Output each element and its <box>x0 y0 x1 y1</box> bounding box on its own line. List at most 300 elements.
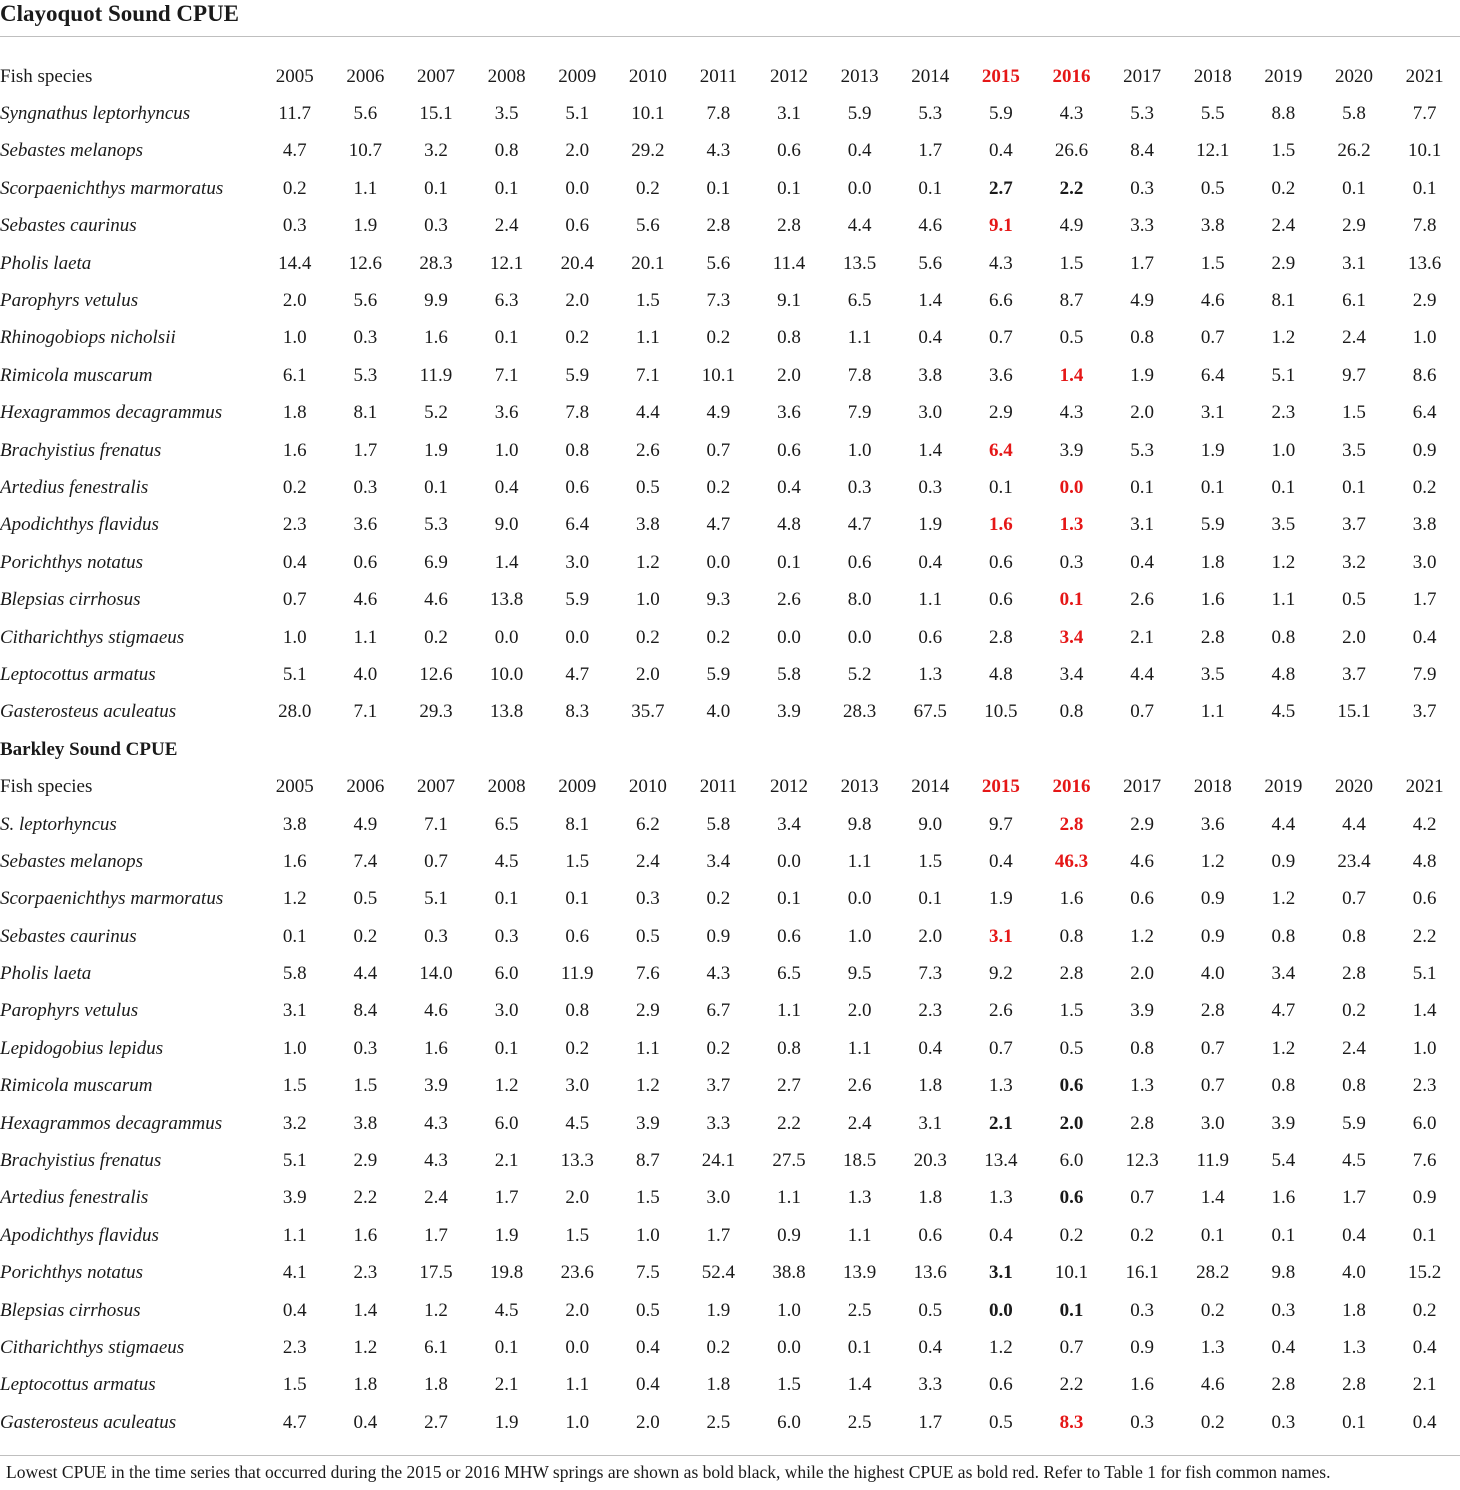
cpue-value: 7.3 <box>918 963 943 985</box>
cpue-value: 0.8 <box>1130 327 1155 349</box>
cpue-value: 0.3 <box>424 925 448 947</box>
cpue-value: 0.4 <box>635 1336 660 1358</box>
cpue-value: 2.1 <box>989 1112 1013 1134</box>
species-name: Porichthys notatus <box>0 551 144 573</box>
cpue-value: 0.6 <box>989 551 1013 573</box>
cpue-value: 1.2 <box>635 1075 660 1097</box>
cpue-value: 2.2 <box>1059 177 1084 199</box>
cpue-value: 2.8 <box>1271 1374 1296 1396</box>
cpue-value: 5.9 <box>989 103 1013 125</box>
cpue-value: 3.8 <box>1412 514 1437 536</box>
cpue-value: 0.0 <box>989 1299 1013 1321</box>
cpue-value: 4.7 <box>282 1411 307 1433</box>
cpue-value: 9.0 <box>494 514 519 536</box>
cpue-value: 3.6 <box>989 364 1013 386</box>
cpue-value: 1.2 <box>1271 327 1296 349</box>
cpue-value: 3.1 <box>777 103 801 125</box>
table-row <box>0 469 1460 506</box>
cpue-value: 2.4 <box>847 1112 872 1134</box>
cpue-value: 0.0 <box>777 1336 801 1358</box>
cpue-value: 15.1 <box>419 103 453 125</box>
cpue-value: 1.9 <box>353 215 378 237</box>
header-year: 2010 <box>628 65 667 87</box>
cpue-value: 0.8 <box>494 140 519 162</box>
header-year: 2015 <box>981 776 1020 798</box>
cpue-value: 4.6 <box>918 215 943 237</box>
cpue-value: 1.3 <box>847 1187 872 1209</box>
header-year: 2019 <box>1264 65 1303 87</box>
cpue-value: 4.0 <box>1342 1262 1366 1284</box>
cpue-value: 0.2 <box>353 925 378 947</box>
cpue-value: 4.3 <box>989 252 1013 274</box>
cpue-value: 0.1 <box>1342 476 1366 498</box>
cpue-value: 0.5 <box>1059 1037 1084 1059</box>
cpue-value: 3.1 <box>989 925 1013 947</box>
bottom-divider <box>0 1455 1460 1456</box>
cpue-value: 7.1 <box>353 701 378 723</box>
table-row <box>0 282 1460 319</box>
cpue-value: 0.1 <box>494 177 519 199</box>
cpue-value: 2.8 <box>1200 1000 1225 1022</box>
cpue-value: 0.8 <box>1271 925 1296 947</box>
cpue-value: 3.6 <box>353 514 378 536</box>
cpue-value: 4.3 <box>706 140 731 162</box>
cpue-value: 4.4 <box>1271 813 1296 835</box>
cpue-value: 5.3 <box>1130 439 1155 461</box>
cpue-value: 4.8 <box>1412 850 1437 872</box>
cpue-value: 5.8 <box>1342 103 1366 125</box>
cpue-value: 2.1 <box>1412 1374 1437 1396</box>
cpue-value: 9.7 <box>1342 364 1366 386</box>
cpue-value: 0.4 <box>1130 551 1155 573</box>
header-year: 2014 <box>911 776 950 798</box>
cpue-value: 14.0 <box>419 963 453 985</box>
cpue-value: 0.9 <box>1412 1187 1437 1209</box>
cpue-value: 0.1 <box>1200 1224 1225 1246</box>
cpue-value: 13.3 <box>560 1150 594 1172</box>
cpue-value: 0.2 <box>565 327 590 349</box>
cpue-value: 4.5 <box>494 850 519 872</box>
cpue-value: 0.6 <box>565 925 590 947</box>
cpue-value: 19.8 <box>489 1262 524 1284</box>
cpue-value: 1.5 <box>1271 140 1296 162</box>
cpue-value: 7.1 <box>494 364 519 386</box>
cpue-value: 8.1 <box>565 813 590 835</box>
cpue-value: 2.7 <box>424 1411 448 1433</box>
cpue-value: 1.1 <box>1200 701 1225 723</box>
cpue-value: 4.9 <box>353 813 378 835</box>
cpue-value: 13.4 <box>984 1150 1018 1172</box>
cpue-value: 2.0 <box>1342 626 1366 648</box>
cpue-value: 9.9 <box>424 290 448 312</box>
cpue-value: 5.9 <box>847 103 872 125</box>
cpue-value: 7.6 <box>635 963 660 985</box>
cpue-value: 2.3 <box>282 514 307 536</box>
cpue-value: 4.0 <box>706 701 731 723</box>
cpue-value: 0.1 <box>1412 177 1437 199</box>
cpue-value: 1.6 <box>282 439 307 461</box>
cpue-value: 2.4 <box>635 850 660 872</box>
cpue-value: 0.0 <box>777 626 801 648</box>
table-row <box>0 395 1460 432</box>
cpue-value: 0.3 <box>1059 551 1084 573</box>
cpue-value: 0.2 <box>424 626 448 648</box>
cpue-value: 1.1 <box>918 589 943 611</box>
cpue-value: 0.6 <box>777 439 801 461</box>
cpue-value: 28.3 <box>419 252 453 274</box>
cpue-value: 0.2 <box>1412 1299 1437 1321</box>
header-year: 2009 <box>558 776 597 798</box>
cpue-value: 3.7 <box>1412 701 1437 723</box>
cpue-value: 6.5 <box>777 963 801 985</box>
cpue-value: 2.9 <box>989 402 1013 424</box>
header-year: 2011 <box>699 776 738 798</box>
cpue-value: 3.1 <box>1130 514 1155 536</box>
table-row <box>0 320 1460 357</box>
table-row <box>0 1030 1460 1067</box>
cpue-value: 12.1 <box>489 252 524 274</box>
cpue-value: 1.8 <box>706 1374 731 1396</box>
header-year: 2019 <box>1264 776 1303 798</box>
cpue-value: 2.8 <box>1059 963 1084 985</box>
cpue-value: 2.0 <box>565 140 590 162</box>
cpue-value: 1.3 <box>1059 514 1084 536</box>
cpue-value: 0.5 <box>918 1299 943 1321</box>
cpue-value: 1.0 <box>635 1224 660 1246</box>
species-name: Artedius fenestralis <box>0 1187 149 1209</box>
table-row <box>0 993 1460 1030</box>
cpue-value: 0.6 <box>353 551 378 573</box>
cpue-value: 4.1 <box>282 1262 307 1284</box>
cpue-value: 0.2 <box>1130 1224 1155 1246</box>
cpue-value: 1.6 <box>424 1037 448 1059</box>
cpue-value: 4.3 <box>424 1150 448 1172</box>
species-name: Sebastes caurinus <box>0 215 137 237</box>
cpue-value: 1.6 <box>353 1224 378 1246</box>
cpue-value: 12.6 <box>419 663 453 685</box>
cpue-value: 5.3 <box>918 103 943 125</box>
cpue-value: 3.0 <box>565 1075 590 1097</box>
cpue-value: 5.8 <box>777 663 801 685</box>
cpue-value: 0.6 <box>565 215 590 237</box>
cpue-value: 0.1 <box>1271 476 1296 498</box>
cpue-value: 1.8 <box>424 1374 448 1396</box>
cpue-value: 3.7 <box>706 1075 731 1097</box>
cpue-value: 6.1 <box>424 1336 448 1358</box>
cpue-value: 0.1 <box>1271 1224 1296 1246</box>
cpue-value: 2.2 <box>777 1112 801 1134</box>
cpue-value: 1.0 <box>847 925 872 947</box>
cpue-value: 28.3 <box>843 701 877 723</box>
cpue-value: 4.3 <box>706 963 731 985</box>
cpue-value: 1.9 <box>494 1411 519 1433</box>
cpue-value: 9.1 <box>777 290 801 312</box>
table-row <box>0 955 1460 992</box>
cpue-value: 2.7 <box>777 1075 801 1097</box>
section-title-row <box>0 731 1460 768</box>
cpue-value: 0.0 <box>494 626 519 648</box>
cpue-value: 1.3 <box>918 663 943 685</box>
cpue-value: 0.7 <box>1200 1037 1225 1059</box>
cpue-value: 2.0 <box>282 290 307 312</box>
cpue-value: 0.2 <box>282 177 307 199</box>
species-name: Porichthys notatus <box>0 1262 144 1284</box>
cpue-value: 0.6 <box>989 589 1013 611</box>
cpue-value: 1.2 <box>1271 551 1296 573</box>
cpue-value: 1.3 <box>1342 1336 1366 1358</box>
species-name: Artedius fenestralis <box>0 476 149 498</box>
cpue-value: 1.6 <box>424 327 448 349</box>
cpue-value: 0.1 <box>424 177 448 199</box>
cpue-value: 2.6 <box>1130 589 1155 611</box>
species-name: Rimicola muscarum <box>0 1075 153 1097</box>
cpue-value: 4.4 <box>353 963 378 985</box>
cpue-value: 9.3 <box>706 589 731 611</box>
cpue-value: 0.2 <box>282 476 307 498</box>
cpue-value: 3.3 <box>706 1112 731 1134</box>
cpue-value: 6.4 <box>565 514 590 536</box>
cpue-value: 1.2 <box>282 888 307 910</box>
cpue-value: 4.5 <box>565 1112 590 1134</box>
cpue-value: 1.9 <box>989 888 1013 910</box>
cpue-value: 6.0 <box>494 1112 519 1134</box>
cpue-value: 2.9 <box>1271 252 1296 274</box>
cpue-value: 0.1 <box>1342 177 1366 199</box>
cpue-value: 0.5 <box>1200 177 1225 199</box>
cpue-value: 8.7 <box>635 1150 660 1172</box>
cpue-value: 2.9 <box>1412 290 1437 312</box>
cpue-value: 28.2 <box>1196 1262 1230 1284</box>
cpue-value: 1.1 <box>353 626 378 648</box>
cpue-value: 0.3 <box>1271 1411 1296 1433</box>
cpue-value: 2.3 <box>282 1336 307 1358</box>
cpue-value: 26.6 <box>1054 140 1089 162</box>
cpue-value: 0.6 <box>1412 888 1437 910</box>
cpue-value: 0.2 <box>565 1037 590 1059</box>
cpue-value: 3.1 <box>989 1262 1013 1284</box>
header-year: 2006 <box>346 776 385 798</box>
species-name: Leptocottus armatus <box>0 1374 156 1396</box>
cpue-value: 1.2 <box>424 1299 448 1321</box>
cpue-value: 6.4 <box>1200 364 1225 386</box>
cpue-value: 7.1 <box>635 364 660 386</box>
cpue-value: 4.8 <box>777 514 801 536</box>
cpue-value: 4.7 <box>706 514 731 536</box>
cpue-value: 6.3 <box>494 290 519 312</box>
cpue-value: 2.8 <box>1130 1112 1155 1134</box>
cpue-value: 3.3 <box>1130 215 1155 237</box>
cpue-value: 0.1 <box>424 476 448 498</box>
cpue-value: 5.1 <box>1412 963 1437 985</box>
cpue-value: 1.0 <box>847 439 872 461</box>
cpue-value: 1.1 <box>847 1224 872 1246</box>
cpue-value: 20.3 <box>913 1150 947 1172</box>
cpue-value: 6.5 <box>494 813 519 835</box>
cpue-value: 0.8 <box>1342 925 1366 947</box>
cpue-value: 0.2 <box>706 888 731 910</box>
cpue-value: 2.3 <box>1412 1075 1437 1097</box>
table-row <box>0 656 1460 693</box>
cpue-value: 0.7 <box>989 327 1013 349</box>
cpue-value: 1.6 <box>1059 888 1084 910</box>
cpue-value: 3.8 <box>282 813 307 835</box>
cpue-value: 1.1 <box>847 1037 872 1059</box>
cpue-value: 1.0 <box>1412 1037 1437 1059</box>
cpue-value: 1.5 <box>918 850 943 872</box>
cpue-value: 35.7 <box>631 701 665 723</box>
header-year: 2017 <box>1123 65 1162 87</box>
cpue-value: 0.3 <box>424 215 448 237</box>
cpue-value: 10.1 <box>701 364 736 386</box>
cpue-value: 0.4 <box>1412 626 1437 648</box>
cpue-value: 0.1 <box>494 1037 519 1059</box>
cpue-value: 5.1 <box>282 1150 307 1172</box>
species-name: Blepsias cirrhosus <box>0 1299 141 1321</box>
cpue-value: 29.2 <box>631 140 665 162</box>
cpue-value: 0.5 <box>635 925 660 947</box>
cpue-value: 0.1 <box>777 177 801 199</box>
cpue-value: 12.6 <box>348 252 382 274</box>
cpue-value: 2.9 <box>1130 813 1155 835</box>
cpue-value: 6.1 <box>282 364 307 386</box>
header-year: 2008 <box>487 65 526 87</box>
species-name: Gasterosteus aculeatus <box>0 701 177 723</box>
cpue-value: 0.4 <box>989 1224 1013 1246</box>
cpue-value: 16.1 <box>1125 1262 1159 1284</box>
cpue-value: 23.4 <box>1337 850 1371 872</box>
cpue-value: 2.0 <box>565 290 590 312</box>
cpue-value: 0.9 <box>1271 850 1296 872</box>
cpue-value: 0.1 <box>847 1336 872 1358</box>
cpue-value: 1.5 <box>1342 402 1366 424</box>
cpue-value: 67.5 <box>913 701 947 723</box>
cpue-value: 3.6 <box>1200 813 1225 835</box>
table-row <box>0 1367 1460 1404</box>
cpue-value: 3.4 <box>777 813 801 835</box>
cpue-value: 1.0 <box>282 626 307 648</box>
cpue-value: 2.0 <box>635 1411 660 1433</box>
cpue-value: 1.8 <box>282 402 307 424</box>
cpue-value: 2.8 <box>1200 626 1225 648</box>
cpue-value: 6.0 <box>1412 1112 1437 1134</box>
cpue-value: 10.0 <box>489 663 524 685</box>
cpue-value: 14.4 <box>278 252 312 274</box>
cpue-value: 2.3 <box>1271 402 1296 424</box>
cpue-value: 0.8 <box>565 439 590 461</box>
cpue-value: 0.4 <box>494 476 519 498</box>
cpue-value: 5.6 <box>706 252 731 274</box>
header-year: 2005 <box>275 776 314 798</box>
cpue-value: 1.0 <box>777 1299 801 1321</box>
cpue-value: 5.8 <box>282 963 307 985</box>
cpue-value: 0.8 <box>1130 1037 1155 1059</box>
cpue-value: 2.4 <box>1342 327 1366 349</box>
cpue-value: 5.9 <box>706 663 731 685</box>
cpue-value: 3.5 <box>1271 514 1296 536</box>
cpue-value: 3.1 <box>918 1112 943 1134</box>
cpue-value: 5.8 <box>706 813 731 835</box>
cpue-value: 3.6 <box>777 402 801 424</box>
cpue-value: 1.8 <box>918 1075 943 1097</box>
cpue-value: 0.4 <box>847 140 872 162</box>
cpue-value: 0.7 <box>282 589 307 611</box>
cpue-value: 3.5 <box>1200 663 1225 685</box>
cpue-value: 1.5 <box>1059 1000 1084 1022</box>
cpue-value: 2.0 <box>565 1299 590 1321</box>
cpue-value: 1.6 <box>1200 589 1225 611</box>
cpue-value: 2.8 <box>1059 813 1084 835</box>
cpue-value: 1.3 <box>989 1187 1013 1209</box>
cpue-value: 4.6 <box>353 589 378 611</box>
cpue-value: 13.8 <box>489 589 524 611</box>
cpue-value: 2.9 <box>353 1150 378 1172</box>
cpue-value: 0.7 <box>424 850 448 872</box>
cpue-value: 3.9 <box>1130 1000 1155 1022</box>
table-row <box>0 1404 1460 1441</box>
cpue-value: 2.0 <box>1130 963 1155 985</box>
cpue-value: 0.1 <box>565 888 590 910</box>
cpue-value: 1.1 <box>777 1000 801 1022</box>
cpue-value: 3.0 <box>1412 551 1437 573</box>
cpue-value: 0.1 <box>1200 476 1225 498</box>
cpue-value: 0.4 <box>1412 1411 1437 1433</box>
cpue-value: 11.9 <box>419 364 453 386</box>
cpue-value: 13.5 <box>843 252 877 274</box>
cpue-value: 6.0 <box>494 963 519 985</box>
cpue-value: 4.4 <box>635 402 660 424</box>
cpue-value: 0.3 <box>847 476 872 498</box>
species-name: Lepidogobius lepidus <box>0 1037 164 1059</box>
cpue-value: 3.4 <box>1271 963 1296 985</box>
cpue-value: 8.1 <box>1271 290 1296 312</box>
header-year: 2005 <box>275 65 314 87</box>
cpue-value: 9.1 <box>989 215 1013 237</box>
cpue-value: 4.8 <box>989 663 1013 685</box>
cpue-value: 2.1 <box>1130 626 1155 648</box>
cpue-value: 4.4 <box>1342 813 1366 835</box>
cpue-value: 0.9 <box>1412 439 1437 461</box>
cpue-value: 1.2 <box>353 1336 378 1358</box>
cpue-value: 2.6 <box>847 1075 872 1097</box>
cpue-value: 4.3 <box>1059 103 1084 125</box>
cpue-value: 3.0 <box>706 1187 731 1209</box>
cpue-value: 3.0 <box>918 402 943 424</box>
header-year: 2012 <box>770 776 809 798</box>
cpue-value: 0.8 <box>777 327 801 349</box>
cpue-value: 0.1 <box>918 888 943 910</box>
cpue-value: 0.1 <box>777 551 801 573</box>
cpue-value: 1.9 <box>494 1224 519 1246</box>
cpue-value: 10.7 <box>348 140 382 162</box>
cpue-value: 12.1 <box>1196 140 1230 162</box>
cpue-value: 4.6 <box>1200 1374 1225 1396</box>
cpue-value: 1.9 <box>706 1299 731 1321</box>
cpue-value: 0.6 <box>1130 888 1155 910</box>
cpue-value: 1.5 <box>777 1374 801 1396</box>
cpue-value: 7.1 <box>424 813 448 835</box>
cpue-value: 4.4 <box>847 215 872 237</box>
cpue-value: 0.2 <box>1200 1299 1225 1321</box>
cpue-value: 5.9 <box>565 364 590 386</box>
cpue-value: 1.3 <box>1130 1075 1155 1097</box>
cpue-value: 2.0 <box>918 925 943 947</box>
cpue-value: 0.7 <box>1200 327 1225 349</box>
cpue-value: 0.6 <box>1059 1187 1084 1209</box>
cpue-value: 2.2 <box>353 1187 378 1209</box>
cpue-value: 1.6 <box>1271 1187 1296 1209</box>
cpue-value: 0.4 <box>1342 1224 1366 1246</box>
cpue-value: 0.0 <box>565 1336 590 1358</box>
